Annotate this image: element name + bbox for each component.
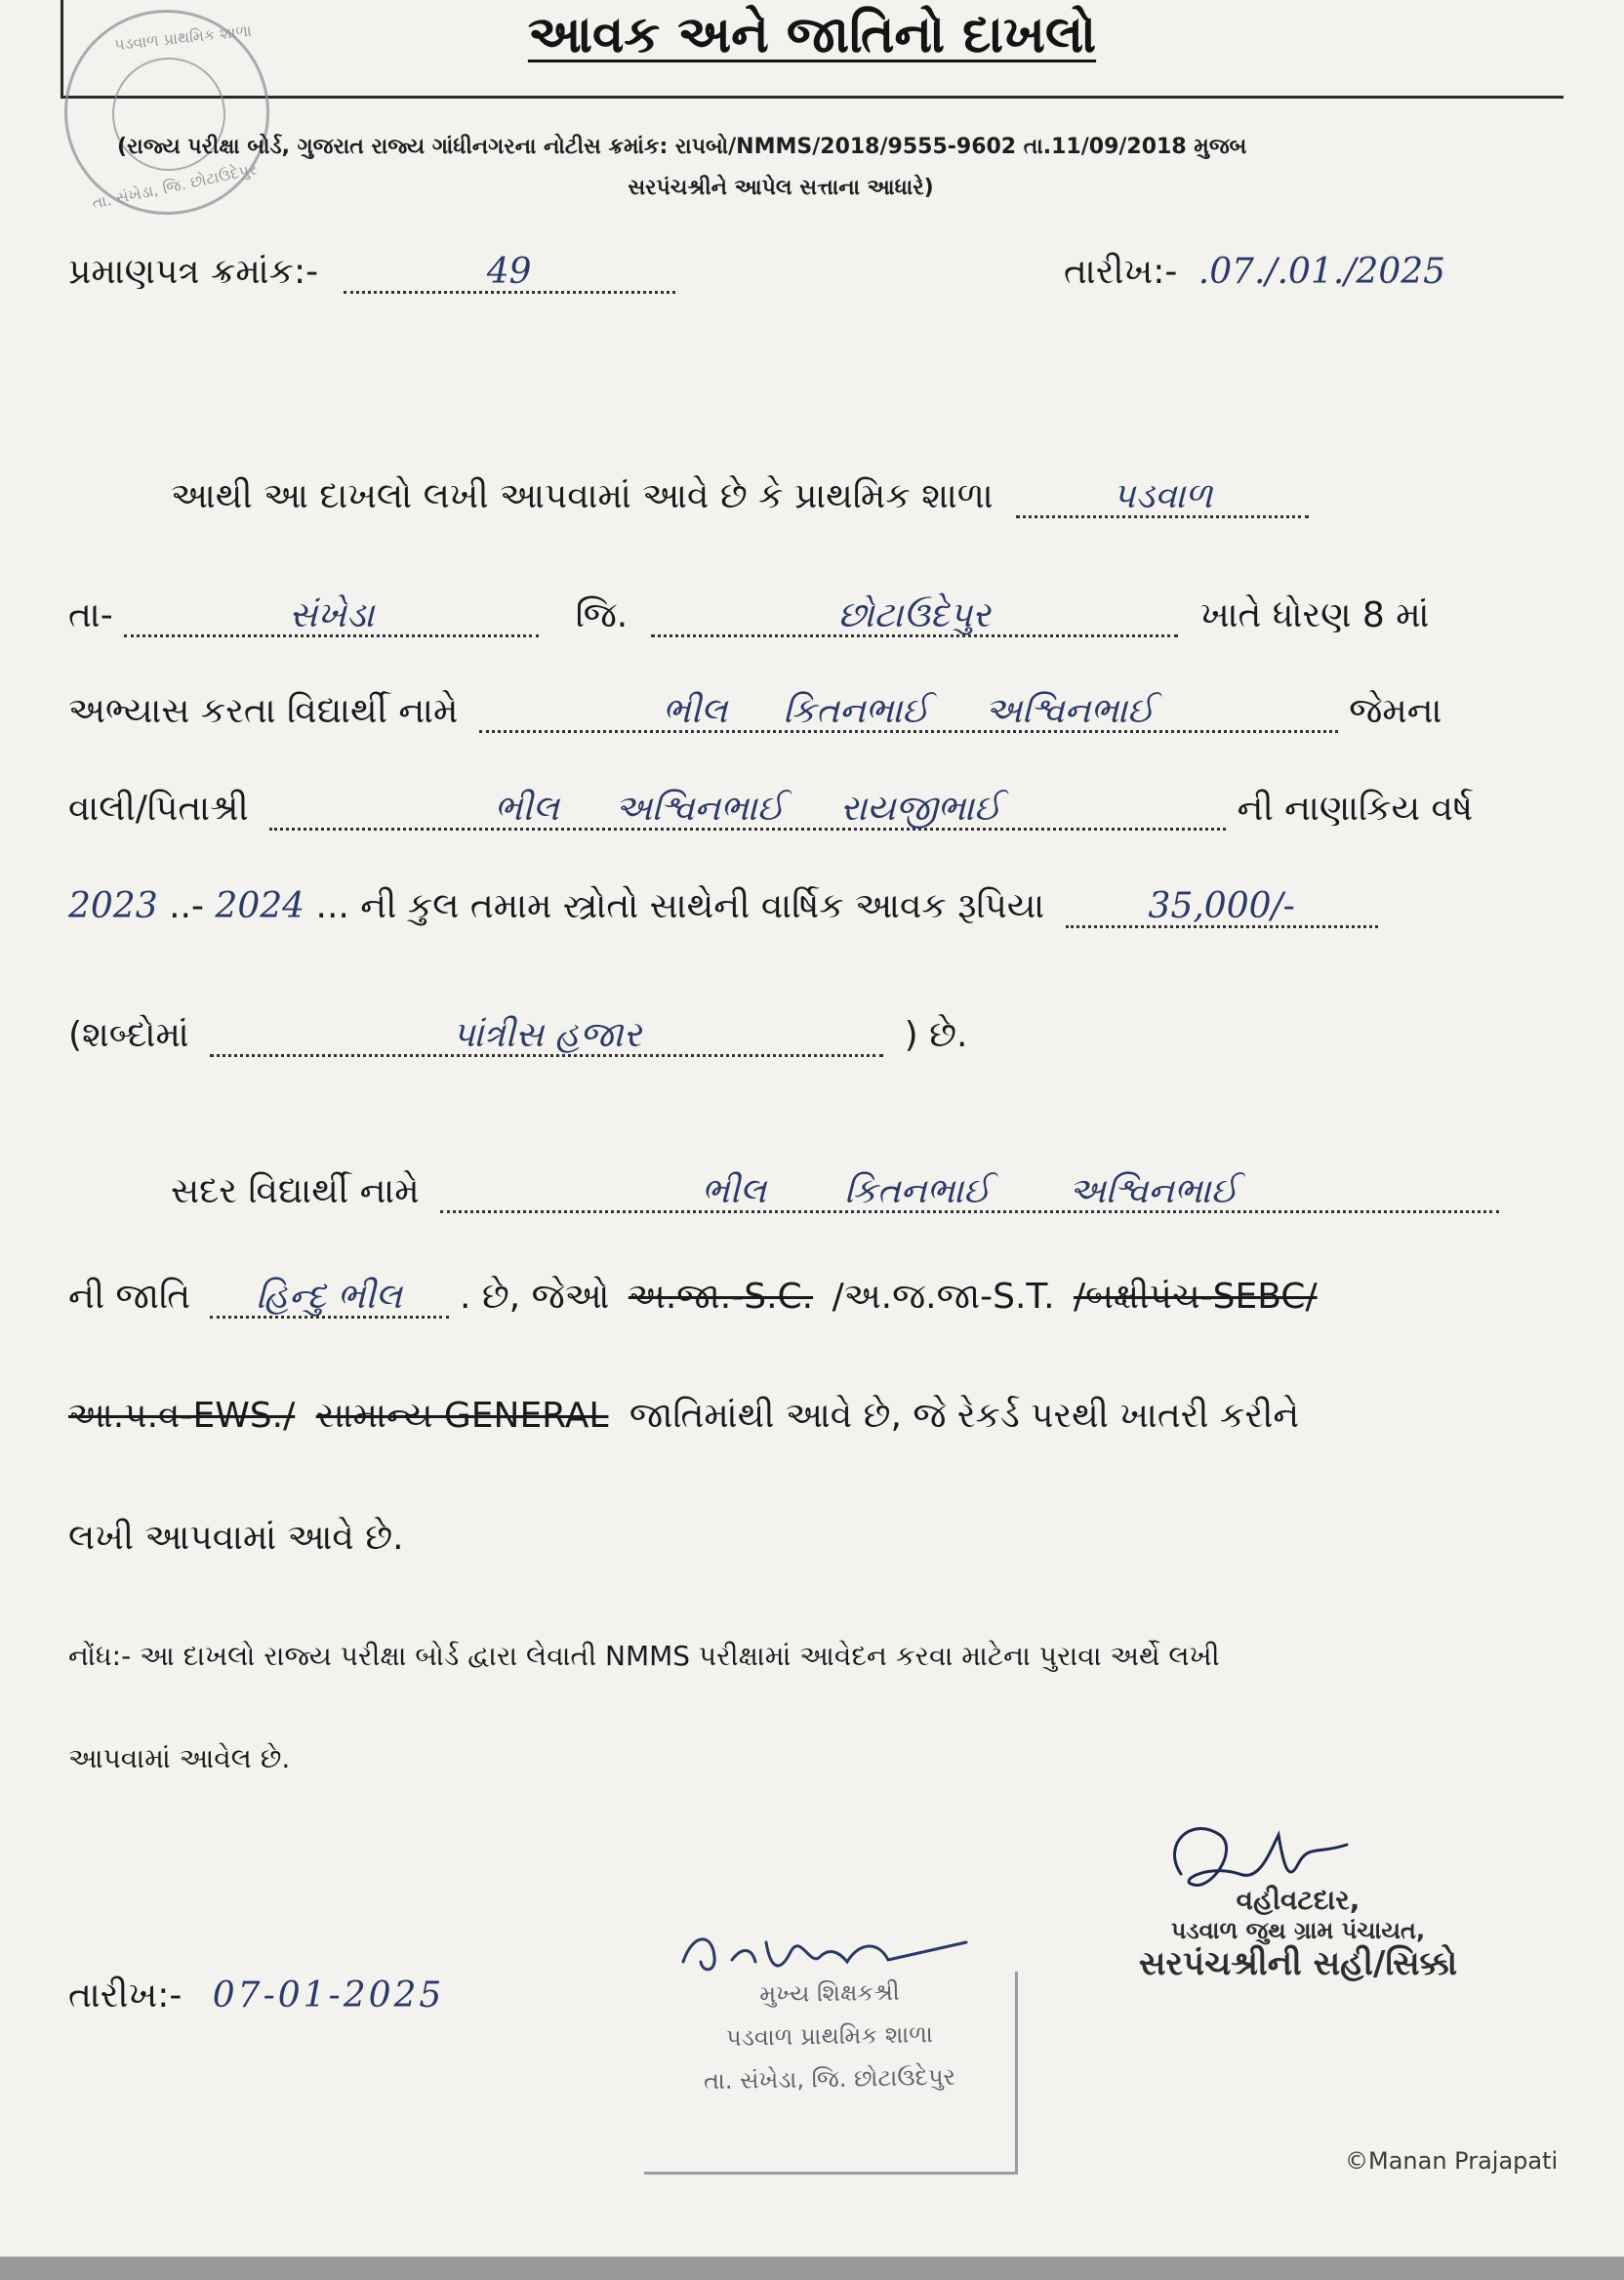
board-notice-line1: (રાજ્ય પરીક્ષા બોર્ડ, ગુજરાત રાજ્ય ગાંધીનગરના નોટીસ ક્રમાંક: રાપબો/NMMS/2018/9555-9602 તા.11/09/2018 મુજબ: [117, 135, 1247, 159]
principal-stamp-line1: મુખ્ય શિક્ષકશ્રી: [759, 1977, 900, 2009]
cert-date-row: [1064, 252, 1445, 293]
para1-line5: 2023 ..- 2024 ... ની કુલ તમામ સ્ત્રોતો સાથેની વાર્ષિક આવક રૂપિયા 35,000/-: [68, 886, 1378, 928]
para2-name-surname: ભીલ: [701, 1171, 767, 1211]
taluka-value: સંખેડા: [124, 597, 539, 637]
guardian-name-value: [269, 791, 1226, 831]
footer-date-row: [68, 1975, 444, 2016]
caste-mid-text: . છે, જેઓ: [459, 1277, 610, 1317]
category-general: સામાન્ય GENERAL: [315, 1396, 609, 1436]
category-sc: અ.જા.-S.C.: [628, 1277, 814, 1317]
principal-stamp: [644, 1972, 1018, 2175]
guardian-name-surname: ભીલ: [494, 789, 559, 829]
para1-line1: [171, 476, 1309, 518]
cert-number-value: 49: [344, 254, 675, 294]
cert-number-row: [68, 252, 675, 294]
para2-name-father: અશ્વિનભાઈ: [1068, 1171, 1238, 1211]
para2-prefix: સદર વિદ્યાર્થી નામે: [171, 1171, 420, 1211]
taluka-label: તા-: [68, 595, 113, 635]
para1-line4: [68, 789, 1473, 831]
std-text: ખાતે ધોરણ 8 માં: [1200, 595, 1430, 635]
sarpanch-block: [1064, 1884, 1532, 1983]
note-line1: નોંધ:- આ દાખલો રાજ્ય પરીક્ષા બોર્ડ દ્વારા લેવાતી NMMS પરીક્ષામાં આવેદન કરવા માટેના પુરાવા અર્થે લખી: [68, 1640, 1220, 1672]
income-value: 35,000/-: [1066, 888, 1378, 928]
student-name-father: અશ્વિનભાઈ: [985, 691, 1155, 731]
photo-bottom-edge: [0, 2257, 1624, 2280]
para2-name-first: કિતનભાઈ: [844, 1171, 991, 1211]
sarpanch-signature-label: સરપંચશ્રીની સહી/સિક્કો: [1138, 1944, 1458, 1983]
sarpanch-title: વહીવટદાર,: [1236, 1884, 1360, 1916]
para2-name-value: [440, 1173, 1499, 1213]
guardian-label: વાલી/પિતાશ્રી: [68, 789, 249, 829]
para2-line1: [171, 1171, 1499, 1213]
principal-stamp-line2: પડવાળ પ્રાથમિક શાળા: [725, 2020, 934, 2052]
board-notice: [117, 127, 1562, 209]
student-name-value: [479, 693, 1338, 733]
footer-date-label: તારીખ:-: [68, 1975, 183, 2015]
student-name-first: કિતનભાઈ: [783, 691, 930, 731]
year-from-value: 2023: [68, 886, 158, 926]
caste-value: હિન્દુ ભીલ: [210, 1279, 449, 1319]
caste-suffix: જાતિમાંથી આવે છે, જે રેકર્ડ પરથી ખાતરી કરીને: [629, 1396, 1300, 1436]
district-label: જિ.: [575, 595, 629, 635]
cert-date-label: તારીખ:-: [1064, 252, 1178, 292]
para2-line4: લખી આપવામાં આવે છે.: [68, 1518, 404, 1558]
seal-text-top: પડવાળ પ્રાથમિક શાળા: [113, 20, 253, 55]
principal-stamp-line3: તા. સંખેડા, જિ. છોટાઉદેપુર: [703, 2062, 956, 2096]
district-value: છોટાઉદેપુર: [651, 597, 1178, 637]
para1-line6: [68, 1015, 967, 1057]
guardian-name-father: રાયજીભાઈ: [839, 789, 1001, 829]
guardian-suffix: ની નાણાકિય વર્ષ: [1237, 789, 1474, 829]
income-label: ની કુલ તમામ સ્ત્રોતો સાથેની વાર્ષિક આવક રૂપિયા: [360, 886, 1045, 926]
words-suffix: ) છે.: [904, 1015, 968, 1055]
student-name-surname: ભીલ: [662, 691, 728, 731]
board-notice-line2: સરપંચશ્રીને આપેલ સત્તાના આધારે): [628, 176, 934, 200]
para2-line2: [68, 1277, 1318, 1319]
cert-number-label: પ્રમાણપત્ર ક્રમાંક:-: [68, 252, 319, 292]
sarpanch-panchayat: પડવાળ જુથ ગ્રામ પંચાયત,: [1170, 1917, 1426, 1944]
certificate-title: આવક અને જાતિનો દાખલો: [527, 6, 1097, 64]
category-st: /અ.જ.જા-S.T.: [832, 1277, 1055, 1317]
para1-prefix: આથી આ દાખલો લખી આપવામાં આવે છે કે પ્રાથમિક શાળા: [171, 476, 994, 516]
para1-line3: [68, 691, 1441, 733]
copyright-text: ©Manan Prajapati: [1345, 2147, 1559, 2175]
note-line2: આપવામાં આવેલ છે.: [68, 1742, 291, 1774]
year-to-value: 2024: [215, 886, 305, 926]
category-ews: આ.પ.વ-EWS./: [68, 1396, 296, 1436]
words-value: પાંત્રીસ હજાર: [210, 1017, 883, 1057]
student-suffix: જેમના: [1349, 691, 1442, 731]
frame-top-border: [61, 96, 1563, 99]
school-name-value: પડવાળ: [1016, 478, 1309, 518]
cert-date-value: .07./.01./2025: [1198, 252, 1446, 292]
para1-line2: [68, 595, 1430, 637]
words-label: (શબ્દોમાં: [68, 1015, 189, 1055]
guardian-name-first: અશ્વિનભાઈ: [615, 789, 785, 829]
category-sebc: /બક્ષીપંચ-SEBC/: [1074, 1277, 1318, 1317]
para2-line3: [68, 1396, 1299, 1437]
student-label: અભ્યાસ કરતા વિદ્યાર્થી નામે: [68, 691, 459, 731]
seal-text-bottom: તા. સંખેડા, જિ. છોટાઉદેપુર: [90, 159, 259, 213]
caste-label: ની જાતિ: [68, 1277, 191, 1317]
footer-date-value: 07-01-2025: [212, 1975, 445, 2015]
